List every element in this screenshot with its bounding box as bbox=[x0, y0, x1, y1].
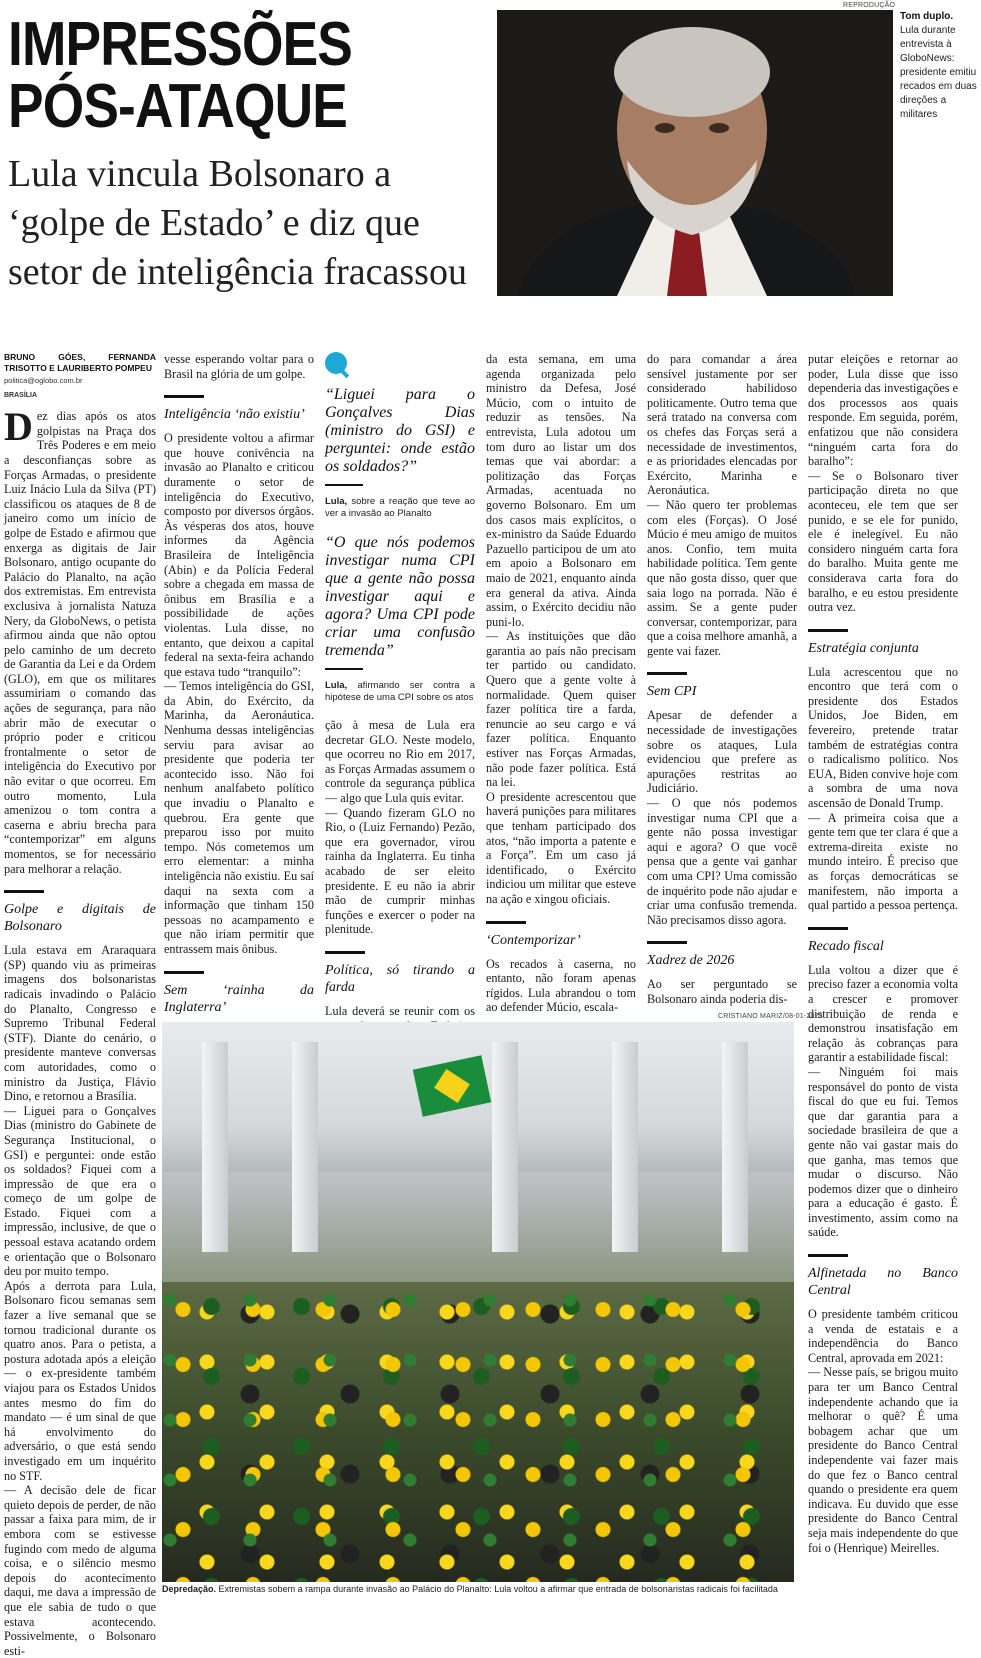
attr2-text: afirmando ser contra a hipótese de uma CPI sobre os atos bbox=[325, 680, 476, 703]
section-rule bbox=[808, 629, 848, 632]
col1-paragraph-1: ez dias após os atos golpistas na Praça dos Três Poderes e em meio a desconfianças sobre as Forças Armadas, o presidente Luiz Inácio Lula da Silva (PT) classificou os ataques de 8 de janeiro como um início de golpe de Estado e afirmou que enxerga as digitais de Jair Bolsonaro, antigo ocupante do Palácio do Planalto, na ação dos extremistas. Em entrevista exclusiva à jornalista Natuza Nery, da GloboNews, o petista afirmou ainda que não optou pelo caminho de um decreto de Garantia da Lei e da Ordem (GLO), em que os militares assumiriam o comando das ações de segurança, para não abrir mão de executar o próprio poder e criticou frontalmente o setor de inteligência do Executivo por não evitar o que ocorreu. Em outro momento, Lula amenizou o tom contra a caserna e abriu brecha para “contemporizar” em alguns momentos, se for necessário para melhorar a relação. bbox=[4, 409, 156, 876]
main-caption-lead: Depredação. bbox=[162, 1584, 217, 1594]
subhead-banco-central: Alfinetada no Banco Central bbox=[808, 1266, 958, 1299]
section-rule bbox=[325, 951, 365, 954]
col4-paragraph-3: O presidente acrescentou que haverá punições para militares que tenham participado dos atos, “não importa a patente e a Força”. Em um caso já identificado, o Exército indiciou um militar que esteve na ação e xingou oficiais. bbox=[486, 789, 636, 906]
col1-paragraph-5: — A decisão dele de ficar quieto depois de perder, de não passar a faixa para mim, de ir embora com se estivesse fugindo com medo de alguma coisa, e o silêncio mesmo depois do acontecimento daqui, me dava a impressão de que ele sabia de tudo o que estava acontecendo. Possivelmente, o Bolsonaro esti- bbox=[4, 1483, 156, 1658]
col5-paragraph-3: Apesar de defender a necessidade de investigações sobre os ataques, Lula evidenciou que prefere as apurações restritas ao Judiciário. bbox=[647, 708, 797, 796]
col6-paragraph-4: — A primeira coisa que a gente tem que ter clara é que a extrema-direita existe no mundo inteiro. É preciso que as forças democráticas se manifestem, não importa a qual partido a pessoa pertença. bbox=[808, 810, 958, 913]
top-photo-caption bbox=[900, 10, 978, 122]
subhead-golpe: Golpe e digitais de Bolsonaro bbox=[4, 902, 156, 935]
palace-column bbox=[292, 1042, 318, 1252]
col1-paragraph-3: — Liguei para o Gonçalves Dias (ministro do Gabinete de Segurança Institucional, o GSI) e perguntei: onde estão os soldados? Fiquei com a impressão de que era o começo de um golpe de Estado. Fiquei com a impressão, inclusive, de que o pessoal estava acatando ordem e orientação que o Bolsonaro deu por muito tempo. bbox=[4, 1103, 156, 1279]
col2-paragraph-3: — Temos inteligência do GSI, da Abin, do Exército, da Marinha, da Aeronáutica. Nenhuma dessas inteligências serviu para avisar ao presidente que poderia ter acontecido isso. Não foi nenhum analfabeto político que invadiu o Planalto e quebrou. Era gente que preparou isso por muito tempo. Nós cometemos um erro elementar: a minha inteligência não existiu. Eu saí daqui na sexta com a informação que tinham 150 pessoas no acampamento e que não iriam permitir que entrassem mais ônibus. bbox=[164, 679, 314, 956]
column-6 bbox=[808, 352, 958, 1555]
col5-paragraph-2: — Não quero ter problemas com eles (Forças). O José Múcio é meu amigo de muitos anos. Confio, tem muita habilidade política. Tem gente que não gosta disso, quer que saia logo na porrada. Não é assim. Se a gente puder conversar, contemporizar, para que a coisa melhore amanhã, a gente vai fazer. bbox=[647, 497, 797, 658]
col6-paragraph-6: — Ninguém foi mais responsável do ponto de vista fiscal do que eu fui. Temos que dar garantia para a sociedade brasileira de que a gente não vai gastar mais do que ganha, mas temos que mudar o discurso. Não podemos dizer que o dinheiro para a educação é gasto. É investimento, assim como na saúde. bbox=[808, 1064, 958, 1240]
kicker-line-2: PÓS-ATAQUE bbox=[8, 72, 347, 141]
col5-paragraph-5: Ao ser perguntado se Bolsonaro ainda poderia dis- bbox=[647, 977, 797, 1006]
col1-paragraph-2: Lula estava em Araraquara (SP) quando viu as primeiras imagens dos bolsonaristas radicais invadindo o Palácio do Planalto, Congresso e Supremo Tribunal Federal (STF). Diante do cenário, o presidente manteve conversas com autoridades, como o ministro da Justiça, Flávio Dino, e retornou a Brasília. bbox=[4, 943, 156, 1104]
col3-paragraph-3: Lula deverá se reunir com os bbox=[325, 1003, 475, 1018]
pull-quote-1-attribution bbox=[325, 496, 475, 520]
section-rule bbox=[164, 971, 204, 974]
col5-paragraph-4: — O que nós podemos investigar numa CPI que a gente não possa investigar aqui e agora? O que você pensa que a gente vai ganhar com uma CPI? Uma comissão de inquérito pode não ajudar e criar uma confusão tremenda. Não precisamos disso agora. bbox=[647, 796, 797, 927]
col4-paragraph-1: da esta semana, em uma agenda organizada pelo ministro da Defesa, José Múcio, com o intuito de reduzir as tensões. Na entrevista, Lula adotou um tom duro ao listar um dos temas que vai abordar: a politização das Forças Armadas, acentuada no governo Bolsonaro. Em um dos casos mais explícitos, o ex-ministro da Saúde Eduardo Pazuello participou de um ato em apoio a Bolsonaro em maio de 2021, enquanto ainda era general da ativa. Ainda assim, o Exército decidiu não puni-lo. bbox=[486, 352, 636, 629]
quote-badge-icon bbox=[325, 352, 347, 374]
column-4 bbox=[486, 352, 636, 1015]
subhead-recado-fiscal: Recado fiscal bbox=[808, 938, 884, 954]
subhead-xadrez: Xadrez de 2026 bbox=[647, 953, 735, 969]
col6-paragraph-1: putar eleições e retornar ao poder, Lula disse que isso dependeria das investigações e dos processos aos quais responde. Em seguida, porém, enfatizou que não considera “ninguém carta fora do baralho”: bbox=[808, 352, 958, 469]
col2-paragraph-2: O presidente voltou a afirmar que houve conivência na invasão ao Planalto e criticou duramente o setor de inteligência do Executivo, composto por diversos órgãos. Às vésperas dos atos, houve informes da Agência Brasileira de Inteligência (Abin) e da Polícia Federal sobre a chegada em massa de ônibus em Brasília e a possibilidade de ações violentas. Lula disse, no entanto, que deixou a capital federal na sexta-feira achando que estava tudo “tranquilo”: bbox=[164, 431, 314, 679]
top-photo-credit: REPRODUÇÃO bbox=[843, 2, 896, 9]
section-rule bbox=[4, 890, 44, 893]
col3-paragraph-1: ção à mesa de Lula era decretar GLO. Neste modelo, que ocorreu no Rio em 2017, as Forças Armadas assumem o controle da segurança pública — algo que Lula quis evitar. bbox=[325, 718, 475, 805]
section-rule bbox=[808, 927, 848, 930]
byline-email[interactable]: politica@oglobo.com.br bbox=[4, 376, 83, 385]
section-rule bbox=[647, 672, 687, 675]
pull-quote-2-attribution bbox=[325, 680, 475, 704]
main-caption-text: Extremistas sobem a rampa durante invasão ao Palácio do Planalto: Lula voltou a afirmar que entrada de bolsonaristas radicais foi facilitada bbox=[218, 1584, 778, 1594]
column-5 bbox=[647, 352, 797, 1007]
section-rule bbox=[808, 1254, 848, 1257]
top-caption-text: Lula durante entrevista à GloboNews: presidente emitiu recados em duas direções a militares bbox=[900, 25, 977, 120]
subhead-estrategia: Estratégia conjunta bbox=[808, 640, 919, 656]
byline-authors: BRUNO GÓES, FERNANDA TRISOTTO E LAURIBERTO POMPEU bbox=[4, 352, 156, 373]
col6-paragraph-3: Lula acrescentou que no encontro que terá com o presidente dos Estados Unidos, Joe Biden, em fevereiro, pretende tratar também de estratégias contra o radicalismo político. Nos EUA, Biden convive hoje com a sombra de uma nova ascensão de Donald Trump. bbox=[808, 664, 958, 811]
headline-kicker bbox=[8, 10, 412, 141]
col4-paragraph-4: Os recados à caserna, no entanto, não foram apenas rígidos. Lula abrandou o tom ao defender Múcio, escala- bbox=[486, 956, 636, 1015]
crowd bbox=[162, 1282, 794, 1582]
column-2 bbox=[164, 352, 314, 1082]
col6-paragraph-8: — Nesse país, se brigou muito para ter um Banco Central independente achando que ia melhorar o quê? É uma bobagem achar que um presidente do Banco Central independente vai fazer mais do que fez o Banco central quando o presidente era quem indicava. Eu duvido que esse presidente do Banco Central seja mais independente do que foi o (Henrique) Meirelles. bbox=[808, 1365, 958, 1555]
kicker-line-1: IMPRESSÕES bbox=[8, 10, 352, 79]
portrait-illustration bbox=[497, 10, 893, 296]
section-rule bbox=[486, 921, 526, 924]
section-rule bbox=[647, 941, 687, 944]
col1-paragraph-4: Após a derrota para Lula, Bolsonaro ficou semanas sem fazer a live semanal que se tornou tradicional durante os quatro anos. Para o petista, a postura adotada após a eleição — o ex-presidente também viajou para os Estados Unidos antes mesmo do fim do mandato — é um sinal de que há envolvimento do adversário, o que está sendo investigado em um inquérito no STF. bbox=[4, 1278, 156, 1483]
col4-paragraph-2: — As instituições que dão garantia ao país não precisam ter partido ou candidato. Quero que a gente volte à normalidade. Quem quiser fazer política tire a farda, renuncie ao seu cargo e vá fazer política. Enquanto estiver nas Forças Armadas, não pode fazer política. Está na lei. bbox=[486, 629, 636, 790]
planalto-invasion-photo bbox=[162, 1022, 794, 1582]
lula-portrait-photo bbox=[497, 10, 893, 296]
byline-place: BRASÍLIA bbox=[4, 391, 38, 399]
palace-column bbox=[612, 1042, 638, 1252]
main-photo-credit: CRISTIANO MARIZ/08-01-2023 bbox=[718, 1013, 823, 1020]
quote-rule bbox=[325, 484, 363, 486]
col6-paragraph-7: O presidente também criticou a venda de estatais e a independência do Banco Central, aprovada em 2021: bbox=[808, 1307, 958, 1365]
pull-quote-1: “Liguei para o Gonçalves Dias (ministro do GSI) e perguntei: onde estão os soldados?” bbox=[325, 386, 475, 475]
col6-paragraph-5: Lula voltou a dizer que é preciso fazer a economia volta a crescer e promover distribuição de renda e demonstrou insatisfação em relação às cobranças para garantir a estabilidade fiscal: bbox=[808, 962, 958, 1065]
main-photo-caption bbox=[162, 1584, 962, 1595]
subhead-sem-cpi: Sem CPI bbox=[647, 684, 697, 700]
col5-paragraph-1: do para comandar a área sensível justamente por ser considerado habilidoso politicamente. Outro tema que será tratado na conversa com os chefes das Forças será a necessidade de investimentos, e as prioridades elencadas por Exército, Marinha e Aeronáutica. bbox=[647, 352, 797, 498]
subhead-inteligencia: Inteligência ‘não existiu’ bbox=[164, 407, 305, 423]
section-rule bbox=[164, 395, 204, 398]
palace-column bbox=[202, 1042, 228, 1252]
attr1-name: Lula, bbox=[325, 496, 348, 507]
col3-paragraph-2: — Quando fizeram GLO no Rio, o (Luiz Fernando) Pezão, que era governador, virou rainha da Inglaterra. Eu tinha acabado de ser eleito presidente. E eu não ia abrir mão de cumprir minhas funções e exercer o poder na plenitude. bbox=[325, 805, 475, 937]
col2-paragraph-1: vesse esperando voltar para o Brasil na glória de um golpe. bbox=[164, 352, 314, 381]
quote-rule bbox=[325, 668, 363, 670]
attr1-text: sobre a reação que teve ao ver a invasão ao Planalto bbox=[325, 496, 476, 519]
column-3 bbox=[325, 352, 475, 1048]
palace-column bbox=[492, 1042, 518, 1252]
pull-quote-2: “O que nós podemos investigar numa CPI que a gente não possa investigar aqui e agora? Uma CPI pode criar uma confusão tremenda” bbox=[325, 534, 475, 659]
palace-column bbox=[722, 1042, 748, 1252]
top-caption-lead: Tom duplo. bbox=[900, 11, 954, 22]
col6-paragraph-2: — Se o Bolsonaro tiver participação direta no que aconteceu, ele tem que ser punido, e se ele for punido, ele é inelegível. Eu não considero ninguém carta fora do baralho. Muita gente me considerava carta fora do baralho, e eu estou presidente outra vez. bbox=[808, 468, 958, 615]
column-1 bbox=[4, 352, 156, 1658]
subhead-rainha: Sem ‘rainha da Inglaterra’ bbox=[164, 982, 314, 1015]
subhead-contemporizar: ‘Contemporizar’ bbox=[486, 932, 581, 948]
headline-dek: Lula vincula Bolsonaro a ‘golpe de Estado’ e diz que setor de inteligência fracassou bbox=[8, 153, 467, 293]
drop-cap: D bbox=[4, 404, 33, 450]
subhead-politica: Política, só tirando a farda bbox=[325, 962, 475, 995]
attr2-name: Lula, bbox=[325, 680, 348, 691]
